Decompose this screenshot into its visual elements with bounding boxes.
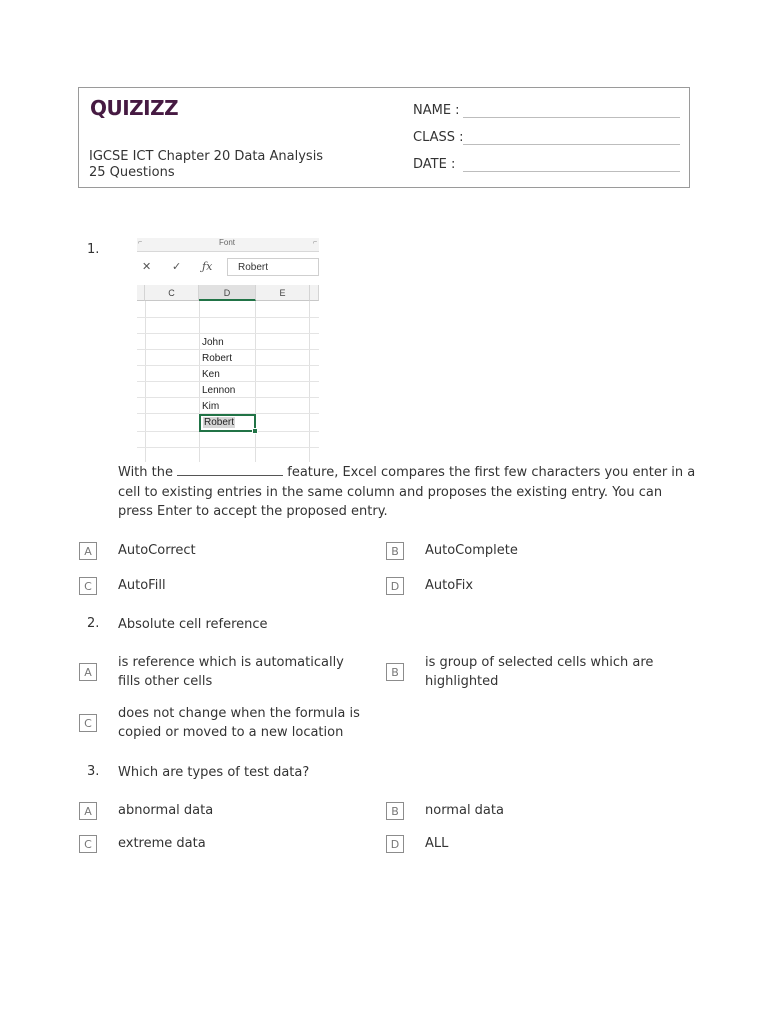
option-letter-box[interactable]: A — [79, 542, 97, 560]
cell-d-john: John — [202, 337, 224, 348]
class-field — [413, 130, 464, 145]
active-cell — [199, 414, 256, 432]
question-2-text: Absolute cell reference — [118, 617, 268, 632]
option-text[interactable]: extreme data — [118, 836, 206, 851]
option-letter-box[interactable]: C — [79, 577, 97, 595]
ribbon-strip — [137, 238, 319, 252]
date-line — [463, 171, 680, 172]
formula-input: Robert — [227, 258, 319, 276]
date-field — [413, 157, 455, 172]
grid-line — [137, 333, 319, 334]
option-letter-box[interactable]: C — [79, 835, 97, 853]
name-line — [463, 117, 680, 118]
name-label: NAME : — [413, 103, 460, 118]
question-1-text — [118, 463, 696, 522]
option-text[interactable]: AutoFix — [425, 578, 474, 593]
class-line — [463, 144, 680, 145]
question-3-number: 3. — [87, 764, 100, 779]
quizizz-logo: QUIZIZZ — [90, 96, 179, 120]
column-header-c: C — [145, 285, 199, 301]
option-letter-box[interactable]: C — [79, 714, 97, 732]
cell-d-kim: Kim — [202, 401, 220, 412]
ribbon-font-label: Font — [219, 238, 236, 247]
question-1-text-before: With the — [118, 465, 173, 480]
date-label: DATE : — [413, 157, 456, 172]
cancel-icon: ✕ — [142, 261, 152, 273]
grid-line — [137, 397, 319, 398]
column-header-d: D — [199, 285, 256, 301]
question-2-number: 2. — [87, 616, 100, 631]
cell-d-lennon: Lennon — [202, 385, 236, 396]
dialog-launcher-icon: ⌐ — [313, 239, 318, 246]
option-letter-box[interactable]: B — [386, 663, 404, 681]
option-text[interactable]: is group of selected cells which are highlighted — [425, 655, 654, 689]
option-letter-box[interactable]: B — [386, 802, 404, 820]
question-1-text-after: feature, Excel compares the first few characters you enter in a cell to existing entries in the same column and proposes the existing entry. You can press Enter to accept the proposed entry. — [118, 465, 696, 519]
question-3-text: Which are types of test data? — [118, 765, 310, 780]
quiz-title: IGCSE ICT Chapter 20 Data Analysis — [89, 149, 324, 164]
option-letter-box[interactable]: B — [386, 542, 404, 560]
grid-line — [137, 317, 319, 318]
cell-d-ken: Ken — [202, 369, 220, 380]
option-letter-box[interactable]: A — [79, 663, 97, 681]
function-icon: ƒx — [202, 260, 213, 273]
option-letter-box[interactable]: A — [79, 802, 97, 820]
name-field — [413, 103, 460, 118]
column-header-e: E — [256, 285, 310, 301]
grid-line — [137, 381, 319, 382]
dialog-launcher-icon: ⌐ — [138, 239, 143, 246]
option-text[interactable]: does not change when the formula is copied or moved to a new location — [118, 706, 360, 740]
column-header-f — [310, 285, 319, 301]
question-count: 25 Questions — [89, 165, 175, 180]
corner-header — [137, 285, 145, 301]
class-label: CLASS : — [413, 130, 464, 145]
fill-handle — [252, 428, 258, 434]
active-cell-text: Robert — [204, 417, 235, 428]
grid-line — [137, 447, 319, 448]
option-text[interactable]: AutoCorrect — [118, 543, 196, 558]
option-text[interactable]: AutoFill — [118, 578, 166, 593]
option-letter-box[interactable]: D — [386, 577, 404, 595]
question-1-number: 1. — [87, 242, 100, 257]
formula-bar — [137, 257, 319, 277]
option-text[interactable]: ALL — [425, 836, 449, 851]
spreadsheet-image — [137, 238, 319, 462]
answer-blank — [177, 464, 283, 476]
cell-d-robert: Robert — [202, 353, 233, 364]
check-icon: ✓ — [172, 261, 182, 273]
option-text[interactable]: is reference which is automatically fills other cells — [118, 655, 344, 689]
grid-line — [137, 349, 319, 350]
grid-line — [137, 365, 319, 366]
option-text[interactable]: AutoComplete — [425, 543, 518, 558]
option-letter-box[interactable]: D — [386, 835, 404, 853]
worksheet-header — [78, 87, 690, 188]
option-text[interactable]: normal data — [425, 803, 504, 818]
option-text[interactable]: abnormal data — [118, 803, 214, 818]
